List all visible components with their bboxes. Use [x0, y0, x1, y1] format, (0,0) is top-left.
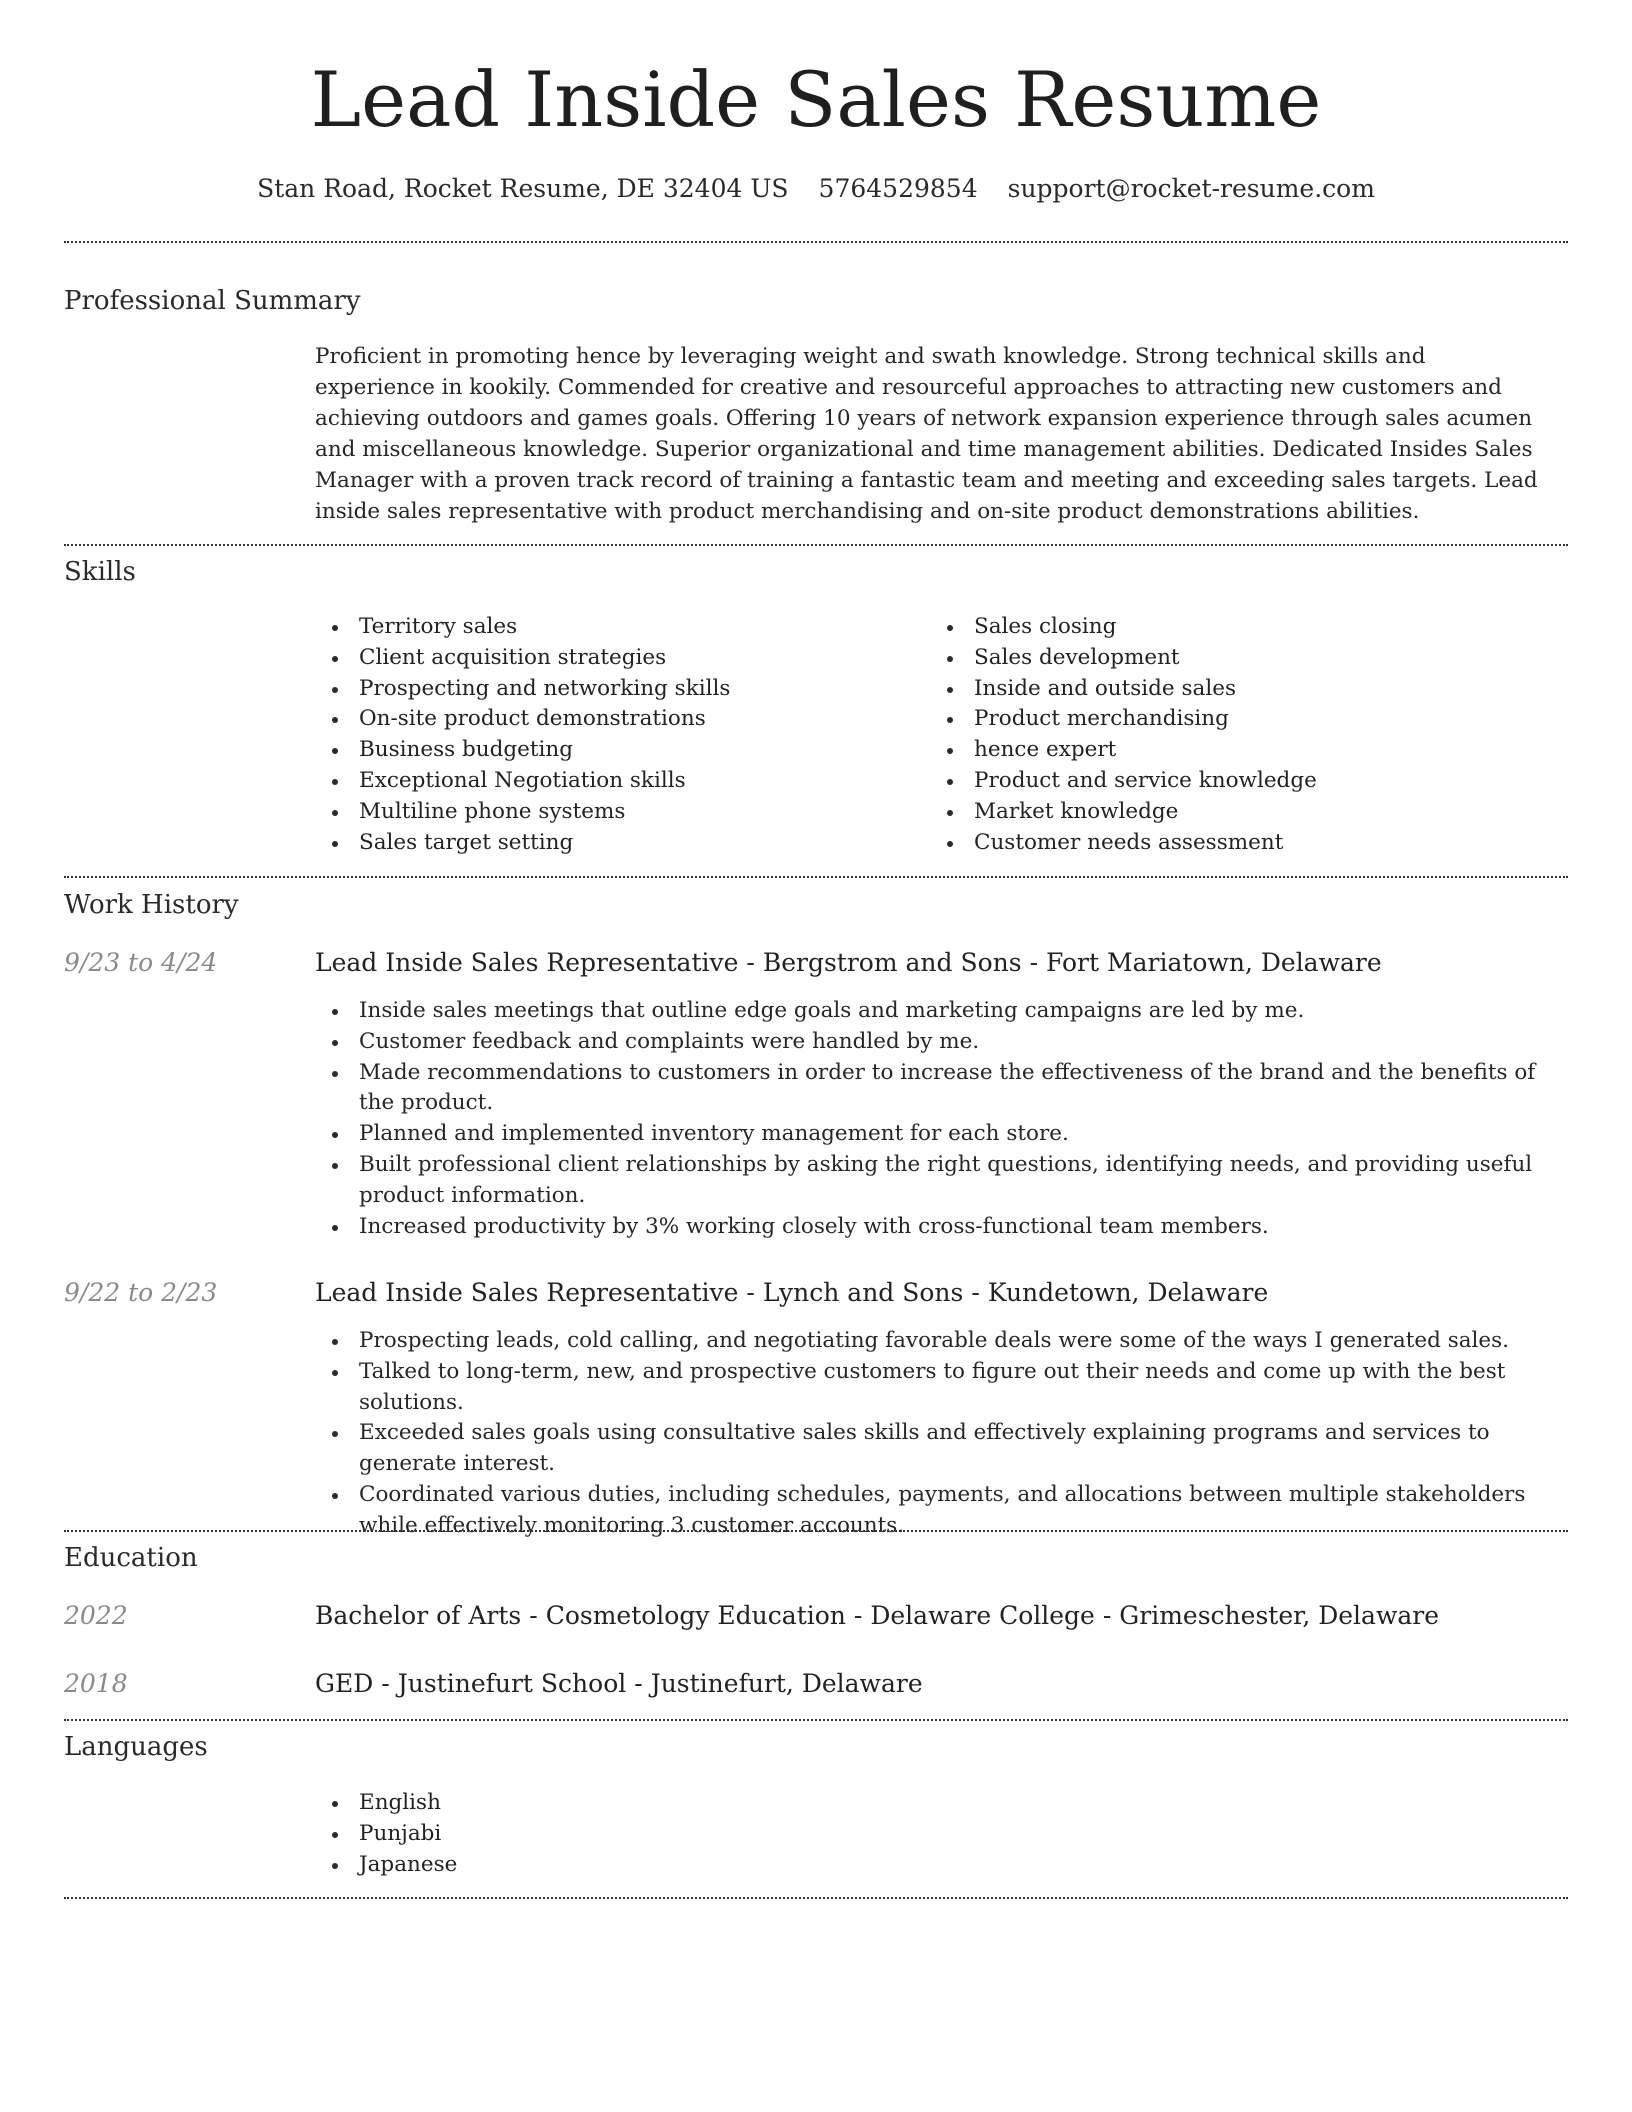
job-bullet: Built professional client relationships by asking the right questions, identifying needs, and providing useful product information.	[315, 1150, 1550, 1212]
divider	[64, 876, 1568, 878]
contact-email: support@rocket-resume.com	[1007, 174, 1375, 203]
language-item: English	[315, 1788, 915, 1819]
education-location: Grimeschester, Delaware	[1119, 1601, 1439, 1630]
section-heading-skills: Skills	[64, 557, 136, 587]
contact-address: Stan Road, Rocket Resume, DE 32404 US	[257, 174, 789, 203]
job-role: Lead Inside Sales Representative	[315, 948, 739, 977]
job-bullets	[315, 996, 1550, 1242]
skill-item: On-site product demonstrations	[315, 704, 915, 735]
resume-page	[64, 0, 1568, 2112]
skill-item: Customer needs assessment	[930, 828, 1530, 859]
job-bullet: Customer feedback and complaints were handled by me.	[315, 1027, 1550, 1058]
divider	[64, 241, 1568, 243]
divider	[64, 1719, 1568, 1721]
skill-item: Market knowledge	[930, 797, 1530, 828]
skills-list-left	[315, 612, 915, 858]
contact-line	[64, 172, 1568, 206]
job-role: Lead Inside Sales Representative	[315, 1278, 739, 1307]
job-title-line: Lead Inside Sales Representative - Bergstrom and Sons - Fort Mariatown, Delaware	[315, 948, 1382, 977]
skill-item: Inside and outside sales	[930, 674, 1530, 705]
education-degree: GED	[315, 1669, 374, 1698]
job-bullet: Coordinated various duties, including schedules, payments, and allocations between multiple stakeholders while effectively monitoring 3 customer accounts.	[315, 1480, 1550, 1542]
skill-item: Client acquisition strategies	[315, 643, 915, 674]
divider	[64, 1530, 1568, 1532]
divider	[64, 1897, 1568, 1899]
job-company: Lynch and Sons	[762, 1278, 964, 1307]
education-year: 2018	[64, 1669, 128, 1698]
job-dates: 9/22 to 2/23	[64, 1278, 218, 1307]
contact-phone: 5764529854	[818, 174, 978, 203]
education-field: Cosmetology Education	[545, 1601, 846, 1630]
skill-item: Business budgeting	[315, 735, 915, 766]
skill-item: Product merchandising	[930, 704, 1530, 735]
skill-item: Sales development	[930, 643, 1530, 674]
skill-item: Product and service knowledge	[930, 766, 1530, 797]
job-bullet: Increased productivity by 3% working closely with cross-functional team members.	[315, 1212, 1550, 1243]
language-item: Punjabi	[315, 1819, 915, 1850]
skill-item: Multiline phone systems	[315, 797, 915, 828]
language-item: Japanese	[315, 1850, 915, 1881]
languages-list	[315, 1788, 915, 1880]
education-school: Justinefurt School	[397, 1669, 627, 1698]
skill-item: Sales target setting	[315, 828, 915, 859]
section-heading-languages: Languages	[64, 1732, 208, 1762]
job-company: Bergstrom and Sons	[762, 948, 1022, 977]
job-dates: 9/23 to 4/24	[64, 948, 218, 977]
job-bullets	[315, 1326, 1550, 1542]
education-line: Bachelor of Arts - Cosmetology Education - Delaware College - Grimeschester, Delaware	[315, 1601, 1439, 1630]
skill-item: Prospecting and networking skills	[315, 674, 915, 705]
summary-text: Proficient in promoting hence by leveraging weight and swath knowledge. Strong technical skills and experience in kookily. Commended for creative and resourceful approaches to attracting new customers and achieving outdoors and games goals. Offering 10 years of network expansion experience through sales acumen and miscellaneous knowledge. Superior organizational and time management abilities. Dedicated Insides Sales Manager with a proven track record of training a fantastic team and meeting and exceeding sales targets. Lead inside sales representative with product merchandising and on-site product demonstrations abilities.	[315, 344, 1538, 524]
job-location: Kundetown, Delaware	[987, 1278, 1269, 1307]
job-location: Fort Mariatown, Delaware	[1046, 948, 1382, 977]
skill-item: hence expert	[930, 735, 1530, 766]
section-heading-education: Education	[64, 1543, 198, 1573]
job-bullet: Exceeded sales goals using consultative sales skills and effectively explaining programs and services to generate interest.	[315, 1418, 1550, 1480]
education-line: GED - Justinefurt School - Justinefurt, Delaware	[315, 1669, 923, 1698]
education-school: Delaware College	[870, 1601, 1095, 1630]
divider	[64, 544, 1568, 546]
resume-title: Lead Inside Sales Resume	[310, 55, 1322, 144]
skill-item: Territory sales	[315, 612, 915, 643]
education-degree: Bachelor of Arts	[315, 1601, 522, 1630]
section-heading-work: Work History	[64, 890, 239, 920]
section-heading-summary: Professional Summary	[64, 286, 361, 316]
job-bullet: Planned and implemented inventory management for each store.	[315, 1119, 1550, 1150]
education-location: Justinefurt, Delaware	[650, 1669, 923, 1698]
job-bullet: Prospecting leads, cold calling, and negotiating favorable deals were some of the ways I generated sales.	[315, 1326, 1550, 1357]
job-title-line: Lead Inside Sales Representative - Lynch and Sons - Kundetown, Delaware	[315, 1278, 1269, 1307]
job-bullet: Talked to long-term, new, and prospective customers to figure out their needs and come up with the best solutions.	[315, 1357, 1550, 1419]
skill-item: Sales closing	[930, 612, 1530, 643]
education-year: 2022	[64, 1601, 128, 1630]
job-bullet: Inside sales meetings that outline edge goals and marketing campaigns are led by me.	[315, 996, 1550, 1027]
skills-list-right	[930, 612, 1530, 858]
job-bullet: Made recommendations to customers in order to increase the effectiveness of the brand and the benefits of the product.	[315, 1058, 1550, 1120]
skill-item: Exceptional Negotiation skills	[315, 766, 915, 797]
